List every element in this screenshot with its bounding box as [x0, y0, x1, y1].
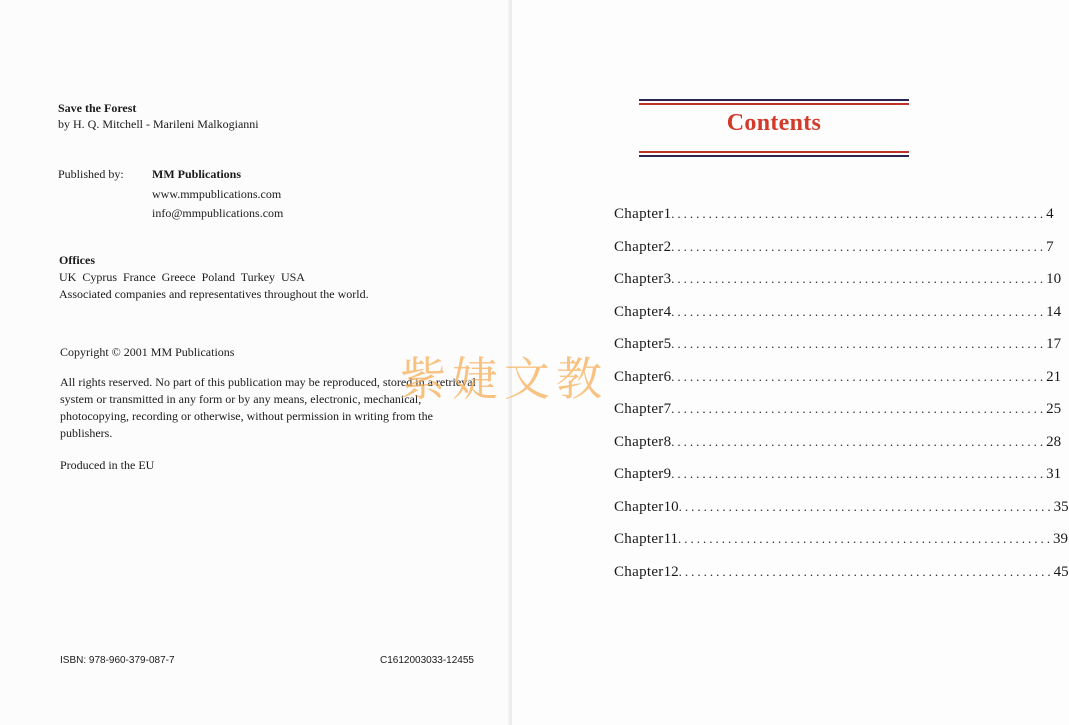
toc-entry[interactable] — [614, 563, 1069, 597]
toc-entry[interactable] — [614, 206, 1054, 239]
offices-note: Associated companies and representatives throughout the world. — [59, 287, 369, 301]
toc-dot-leader: ............................................................ — [678, 498, 1054, 514]
toc-dot-leader: ............................................................ — [671, 401, 1047, 416]
offices-heading: Offices — [59, 253, 95, 267]
toc-chapter-label: Chapter — [614, 563, 664, 580]
toc-chapter-label: Chapter — [614, 271, 664, 287]
contents-heading: Contents — [726, 110, 822, 136]
toc-chapter-label: Chapter — [614, 303, 664, 320]
toc-page-number: 35 — [1053, 498, 1069, 515]
toc-chapter-number: 5 — [663, 336, 672, 352]
toc-chapter-number: 3 — [663, 271, 672, 287]
copyright-line: Copyright © 2001 MM Publications — [60, 345, 235, 359]
toc-entry[interactable] — [614, 401, 1062, 434]
toc-dot-leader: ............................................................ — [671, 368, 1047, 384]
book-title: Save the Forest — [58, 101, 137, 115]
toc-chapter-number: 11 — [663, 531, 679, 547]
toc-chapter-label: Chapter — [614, 531, 664, 547]
toc-dot-leader: ............................................................ — [671, 336, 1047, 351]
toc-chapter-number: 10 — [663, 498, 679, 515]
watermark: 紫婕文教 — [400, 352, 608, 406]
toc-dot-leader: ............................................................ — [678, 563, 1054, 579]
toc-page-number: 10 — [1046, 271, 1062, 287]
toc-chapter-label: Chapter — [614, 433, 664, 450]
toc-page-number: 7 — [1046, 238, 1054, 255]
toc-chapter-label: Chapter — [614, 401, 664, 417]
toc-dot-leader: ............................................................ — [671, 303, 1047, 319]
toc-chapter-label: Chapter — [614, 238, 664, 255]
toc-page-number: 31 — [1046, 466, 1062, 482]
print-code: C1612003033-12455 — [380, 655, 474, 666]
toc-entry[interactable] — [614, 238, 1054, 272]
toc-entry[interactable] — [614, 498, 1069, 532]
toc-entry[interactable] — [614, 466, 1062, 499]
toc-dot-leader: ............................................................ — [671, 238, 1047, 254]
toc-chapter-number: 9 — [663, 466, 672, 482]
toc-page-number: 17 — [1046, 336, 1062, 352]
toc-page-number: 4 — [1046, 206, 1054, 222]
toc-chapter-number: 7 — [663, 401, 672, 417]
toc-entry[interactable] — [614, 271, 1062, 304]
toc-chapter-label: Chapter — [614, 206, 664, 222]
toc-entry[interactable] — [614, 303, 1062, 337]
toc-entry[interactable] — [614, 336, 1062, 369]
toc-page-number: 21 — [1046, 368, 1062, 385]
toc-chapter-number: 1 — [663, 206, 672, 222]
toc-chapter-number: 2 — [663, 238, 672, 255]
toc-page-number: 28 — [1046, 433, 1062, 450]
publisher-website: www.mmpublications.com — [152, 187, 282, 201]
isbn: ISBN: 978-960-379-087-7 — [60, 655, 175, 666]
toc-chapter-label: Chapter — [614, 466, 664, 482]
table-of-contents — [614, 206, 1069, 596]
produced-in: Produced in the EU — [60, 458, 155, 472]
book-authors: by H. Q. Mitchell - Marileni Malkogianni — [58, 117, 259, 131]
toc-chapter-number: 12 — [663, 563, 679, 580]
toc-page-number: 45 — [1053, 563, 1069, 580]
toc-page-number: 25 — [1046, 401, 1062, 417]
contents-bottom-rule — [639, 151, 909, 157]
toc-dot-leader: ............................................................ — [671, 271, 1047, 286]
toc-chapter-label: Chapter — [614, 336, 664, 352]
toc-dot-leader: ............................................................ — [671, 433, 1047, 449]
toc-page-number: 39 — [1053, 531, 1069, 547]
toc-chapter-label: Chapter — [614, 368, 664, 385]
rights-notice: All rights reserved. No part of this publication may be reproduced, stored in a retrieval system or transmitted in any form or by any means, electronic, mechanical, photocopying, recording or otherwise, without permission in writing from the publishers. — [60, 375, 476, 440]
publisher-name: MM Publications — [152, 167, 241, 181]
toc-dot-leader: ............................................................ — [671, 206, 1047, 221]
toc-dot-leader: ............................................................ — [671, 466, 1047, 481]
toc-chapter-label: Chapter — [614, 498, 664, 515]
contents-top-rule — [639, 99, 909, 105]
toc-entry[interactable] — [614, 531, 1069, 564]
toc-chapter-number: 6 — [663, 368, 672, 385]
toc-chapter-number: 8 — [663, 433, 672, 450]
publisher-label: Published by: — [58, 167, 124, 181]
toc-chapter-number: 4 — [663, 303, 672, 320]
toc-entry[interactable] — [614, 368, 1062, 402]
toc-dot-leader: ............................................................ — [678, 531, 1054, 546]
toc-entry[interactable] — [614, 433, 1062, 467]
toc-page-number: 14 — [1046, 303, 1062, 320]
publisher-email: info@mmpublications.com — [152, 206, 284, 220]
offices-list: UK Cyprus France Greece Poland Turkey USA — [59, 270, 305, 284]
